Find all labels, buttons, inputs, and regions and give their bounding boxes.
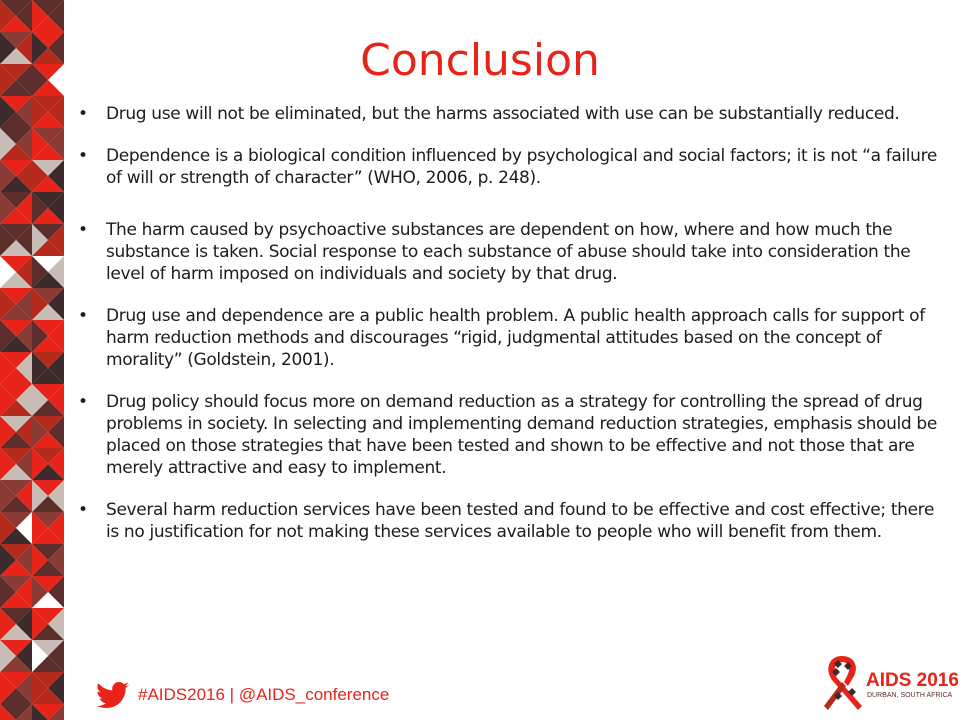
- bullet-item: [78, 219, 948, 285]
- bullet-text: Drug use and dependence are a public health problem. A public health approach calls for support of harm reduction methods and discourages “rigid, judgmental attitudes based on the concept of morality” (Goldstein, 2001).: [106, 306, 925, 370]
- logo-location: DURBAN, SOUTH AFRICA: [867, 692, 953, 699]
- bullet-text: Dependence is a biological condition influenced by psychological and social factors; it is not “a failure of will or strength of character” (WHO, 2006, p. 248).: [106, 146, 937, 188]
- bullet-item: [78, 103, 948, 125]
- bullet-list: [78, 103, 948, 543]
- bullet-item: [78, 145, 948, 189]
- bullet-dot: •: [78, 500, 88, 520]
- bullet-item: [78, 499, 948, 543]
- aids-2016-logo: [818, 652, 958, 714]
- bullet-text: Drug use will not be eliminated, but the harms associated with use can be substantially reduced.: [106, 104, 900, 124]
- social-footer: [96, 680, 389, 710]
- conference-logo-graphic: [818, 652, 958, 714]
- bullet-text: Drug policy should focus more on demand reduction as a strategy for controlling the spread of drug problems in society. In selecting and implementing demand reduction strategies, emphasis should be placed on those strategies that have been tested and shown to be effective and not those that are merely attractive and easy to implement.: [106, 392, 937, 478]
- logo-wordmark: AIDS 2016: [866, 670, 958, 691]
- slide-title: Conclusion: [360, 35, 600, 86]
- bullet-text: The harm caused by psychoactive substances are dependent on how, where and how much the substance is taken. Social response to each substance of abuse should take into consideration the level of harm imposed on individuals and society by that drug.: [106, 220, 911, 284]
- twitter-bird-icon: [96, 682, 130, 708]
- bullet-dot: •: [78, 306, 88, 326]
- bullet-dot: •: [78, 146, 88, 166]
- bullet-item: [78, 305, 948, 371]
- triangle-pattern: [0, 0, 64, 720]
- social-handle-text: #AIDS2016 | @AIDS_conference: [138, 685, 390, 704]
- bullet-dot: •: [78, 104, 88, 124]
- bullet-item: [78, 391, 948, 479]
- decorative-triangle-strip: [0, 0, 64, 720]
- bullet-text: Several harm reduction services have been tested and found to be effective and cost effective; there is no justification for not making these services available to people who will benefit from them.: [106, 500, 935, 542]
- bullet-dot: •: [78, 220, 88, 240]
- bullet-dot: •: [78, 392, 88, 412]
